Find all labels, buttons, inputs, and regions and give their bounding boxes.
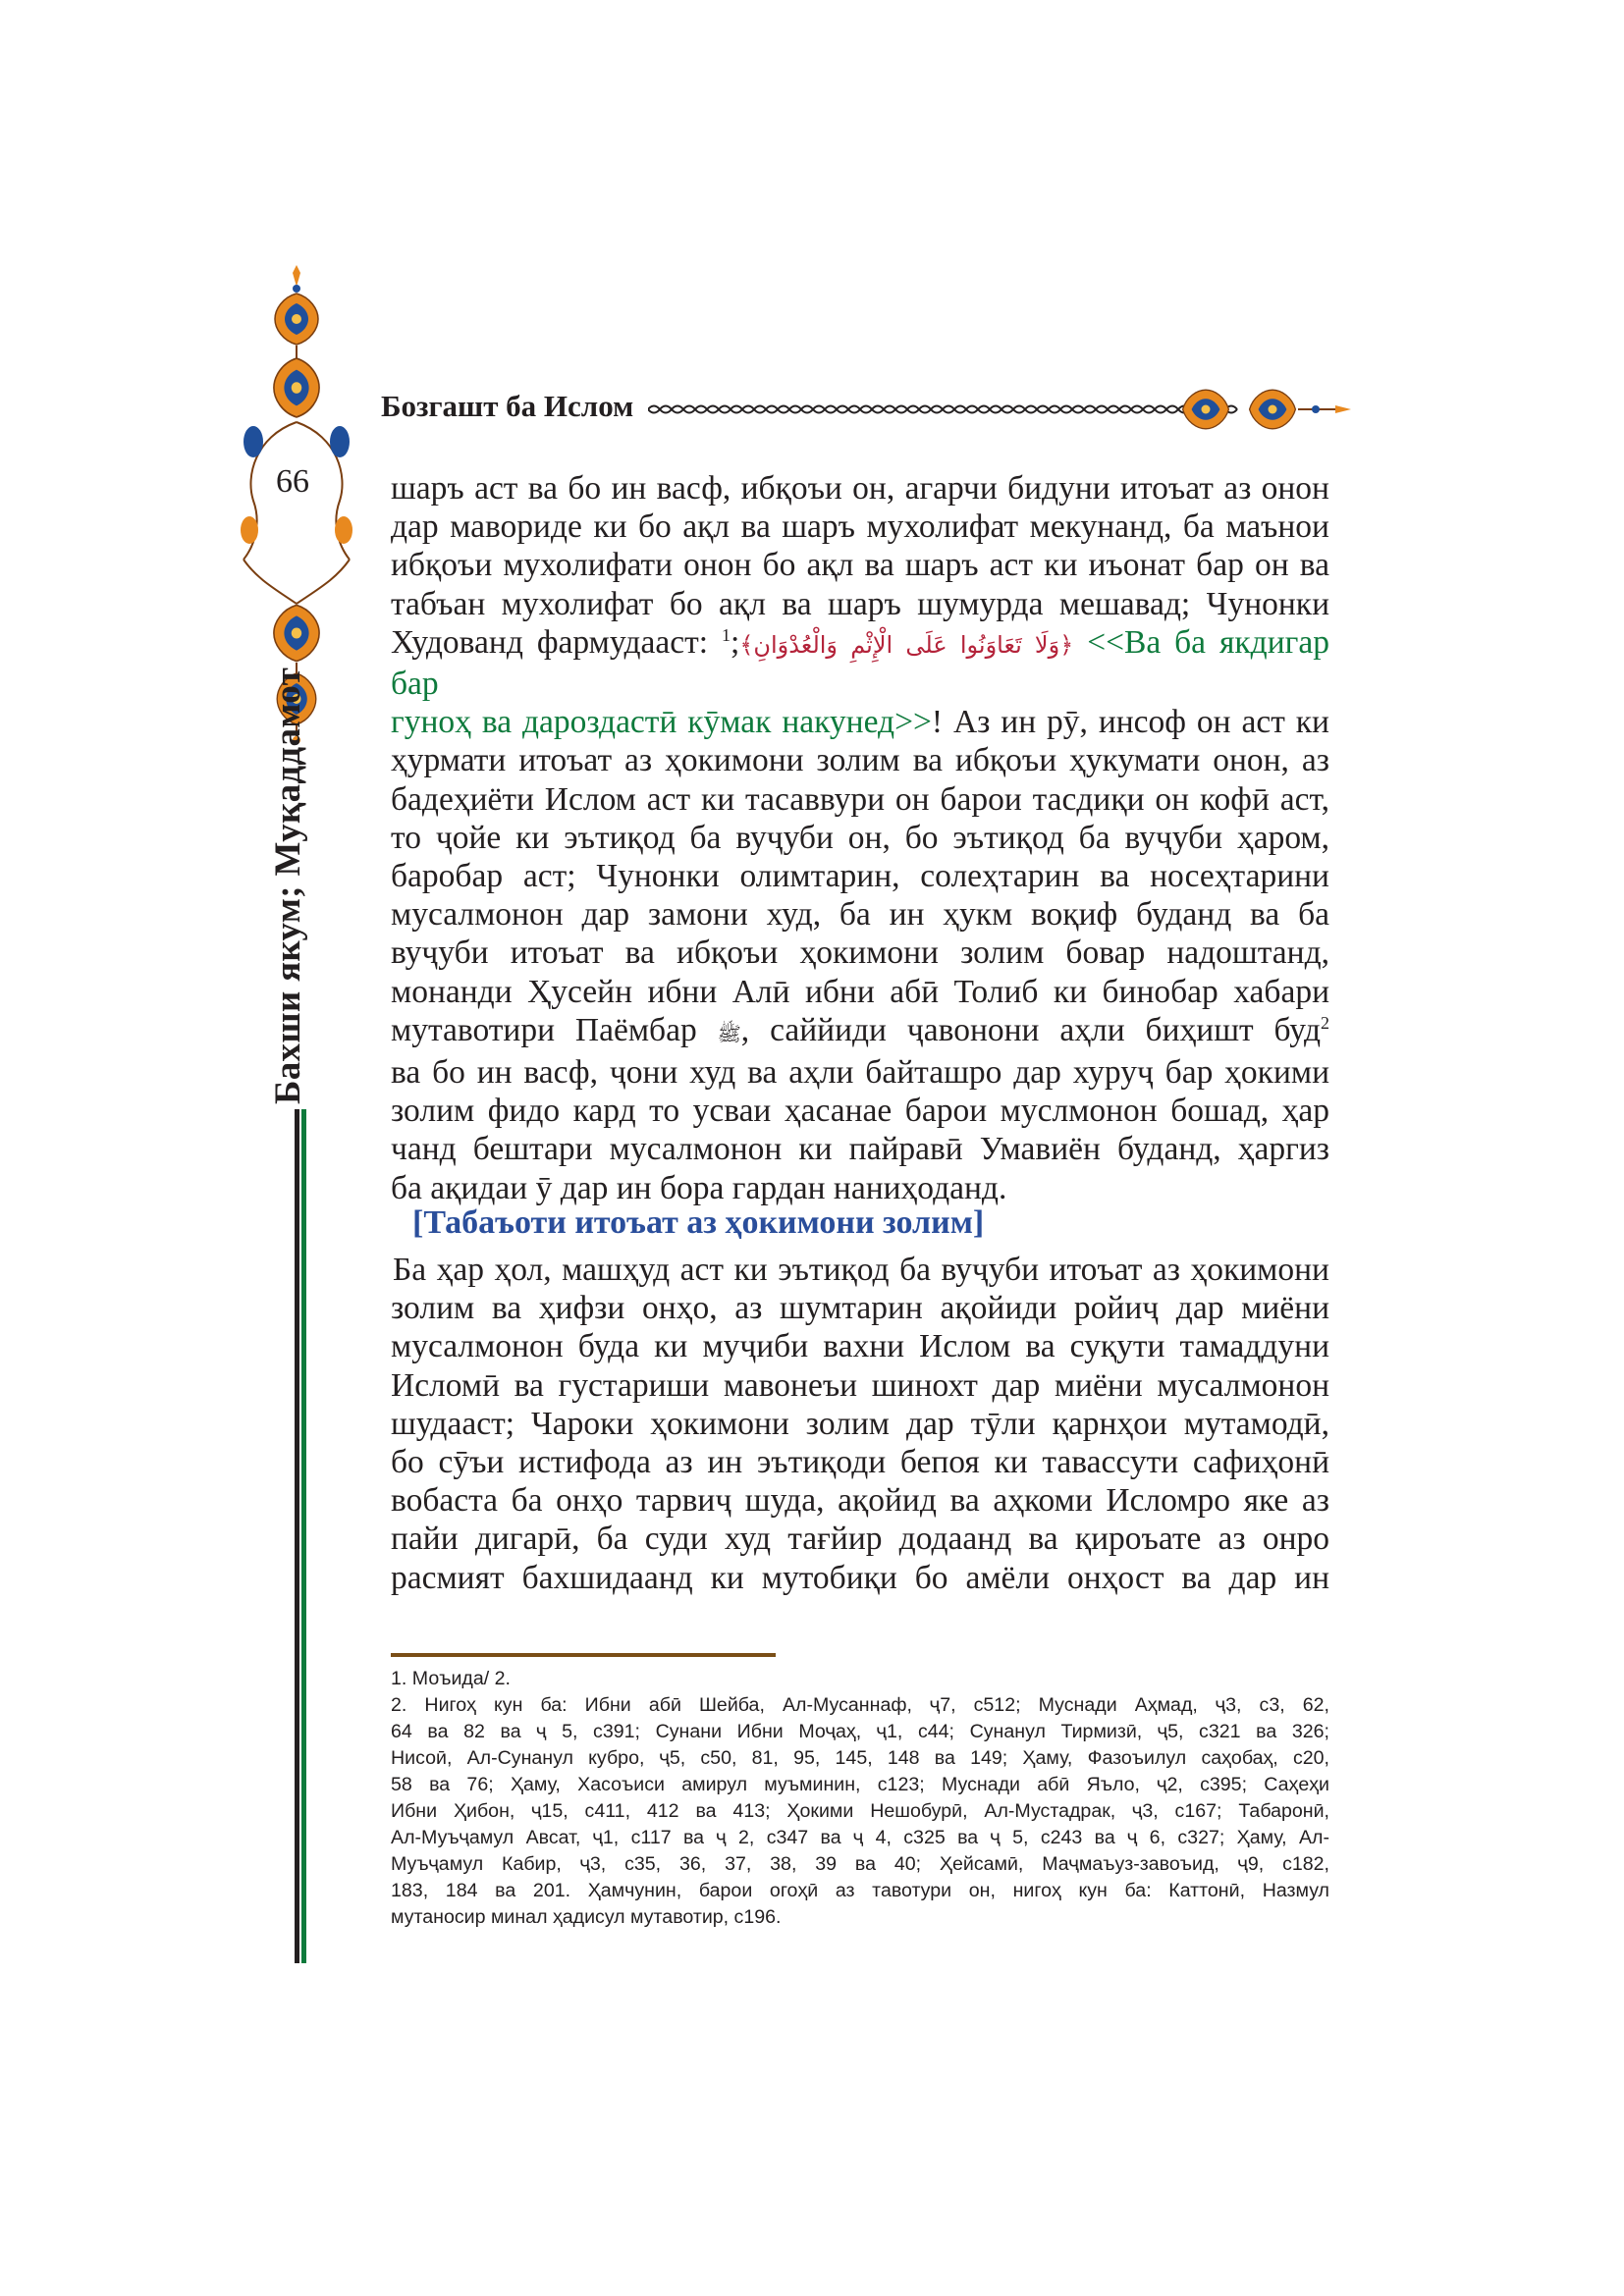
text-line: Исломӣ ва густариши мавонеъи шинохт дар миёни мусалмонон <box>391 1366 1329 1404</box>
footnote-2-line: Муъҷамул Кабир, ҷ3, с35, 36, 37, 38, 39 ва 40; Ҳейсамӣ, Маҷмаъуз-завоъид, ҷ9, с182, <box>391 1853 1329 1875</box>
footnote-separator <box>391 1653 776 1657</box>
text-line: вобаста ба онҳо тарвиҷ шуда, ақойид ва аҳкоми Исломро яке аз <box>391 1482 1329 1520</box>
footnotes <box>391 1666 1329 1931</box>
text-line: гуноҳ ва дароздастӣ кӯмак накунед>>! Аз ин рӯ, инсоф он аст ки <box>391 704 1329 741</box>
text-line: мусалмонон буда ки муҷиби вахни Ислом ва суқути тамаддуни <box>391 1328 1329 1365</box>
footnote-2-line: 58 ва 76; Ҳаму, Хасоъиси амирул муъминин, с123; Муснади абӣ Яъло, ҷ2, с395; Саҳеҳи <box>391 1774 1329 1795</box>
text-line: ибқоъи мухолифати онон бо ақл ва шаръ аст ки иъонат бар он ва <box>391 547 1329 584</box>
footnote-1: 1. Моъида/ 2. <box>391 1668 511 1689</box>
text-line: то ҷойе ки эътиқод ба вуҷуби он, бо эътиқод ба вуҷуби ҳаром, <box>391 819 1329 856</box>
side-section-title: Бахши якум; Муқаддамот <box>268 667 308 1104</box>
text-line: монанди Ҳусейн ибни Алӣ ибни абӣ Толиб ки бинобар хабари <box>391 973 1329 1010</box>
footnote-2-line: 2. Нигоҳ кун ба: Ибни абӣ Шейба, Ал-Мусаннаф, ҷ7, с512; Муснади Аҳмад, ҷ3, с3, 62, <box>391 1694 1329 1716</box>
ornament-flower-top <box>275 294 318 345</box>
text-line: вуҷуби итоъат ва ибқоъи ҳокимони золим бовар надоштанд, <box>391 934 1329 972</box>
text-line: ва бо ин васф, ҷони худ ва аҳли байташро дар хуруҷ бар ҳокими <box>391 1054 1329 1092</box>
footnote-ref-2[interactable]: 2 <box>1321 1012 1329 1033</box>
footnote-ref-1[interactable]: 1 <box>722 624 731 645</box>
text-line: пайи дигарӣ, ба суди худ тағйир додаанд ва қироъате аз онро <box>391 1521 1329 1558</box>
body-paragraph-2 <box>391 1251 1329 1597</box>
text-line: золим фидо кард то усваи ҳасанае барои муслмонон бошад, ҳар <box>391 1093 1329 1130</box>
text-line: баробар аст; Чунонки олимтарин, солеҳтарин ва носеҳтарини <box>391 858 1329 895</box>
quote-translation-cont: гуноҳ ва дароздастӣ кӯмак накунед>> <box>391 704 932 741</box>
footnote-2-line: мутаносир минал ҳадисул мутавотир, с196. <box>391 1906 782 1928</box>
ornament-flower-3 <box>274 605 319 661</box>
text-line: золим ва ҳифзи онҳо, аз шумтарин ақойиди ройиҷ дар миёни <box>391 1290 1329 1327</box>
text-line: дар мавориде ки бо ақл ва шаръ мухолифат мекунанд, ба маънои <box>391 508 1329 546</box>
header-ornament-rule <box>648 385 1355 434</box>
side-bars <box>295 1109 306 1963</box>
text-line: Ба ҳар ҳол, машҳуд аст ки эътиқод ба вуҷуби итоъат аз ҳокимони <box>393 1252 1329 1288</box>
ornament-flower-2 <box>274 358 319 417</box>
page-number: 66 <box>276 463 309 500</box>
text-line: шаръ аст ва бо ин васф, ибқоъи он, агарчи бидуни итоъат аз онон <box>391 470 1329 507</box>
text-line: бо сӯъи истифода аз ин эътиқоди бепоя ки тавассути сафиҳонӣ <box>391 1444 1329 1481</box>
text-line: мутавотири Паёмбар ﷺ, саййиди ҷавонони аҳли биҳишт буд$^2$ <box>391 1011 1329 1048</box>
text-line: ба ақидаи ӯ дар ин бора гардан наниҳоданд. <box>391 1169 1007 1206</box>
text-line: расмият бахшидаанд ки мутобиқи бо амёли онҳост ва дар ин <box>391 1559 1329 1596</box>
footnote-2-line: 183, 184 ва 201. Ҳамчунин, барои огоҳӣ аз тавотури он, нигоҳ кун ба: Каттонӣ, Назмул <box>391 1880 1329 1901</box>
footnote-2-line: Ал-Муъҷамул Авсат, ҷ1, с117 ва ҷ 2, с347 ва ҷ 4, с325 ва ҷ 5, с243 ва ҷ 6, с327; Ҳаму, Ал- <box>391 1827 1329 1848</box>
text-line: табъан мухолифат бо ақл ва шаръ шумурда мешавад; Чунонки <box>391 585 1329 622</box>
footnote-2-line: Ибни Ҳибон, ҷ15, с411, 412 ва 413; Ҳокими Нешобурӣ, Ал-Мустадрак, ҷ3, с167; Табаронӣ, <box>391 1800 1329 1822</box>
running-title: Бозгашт ба Ислом <box>381 389 634 423</box>
text-line: бадеҳиёти Ислом аст ки тасаввури он барои тасдиқи он кофӣ аст, <box>391 780 1329 818</box>
footnote-2-line: Нисоӣ, Ал-Сунанул кубро, ҷ5, с50, 81, 95, 145, 148 ва 149; Ҳаму, Фазоъилул саҳобаҳ, с20, <box>391 1747 1329 1769</box>
section-heading: [Табаъоти итоъат аз ҳокимони золим] <box>412 1204 985 1241</box>
text-line: шудааст; Чароки ҳокимони золим дар тӯли қарнҳои мутамодӣ, <box>391 1405 1329 1442</box>
text-line: ҳурмати итоъат аз ҳокимони золим ва ибқоъи ҳукумати онон, аз <box>391 742 1329 779</box>
body-paragraph-1 <box>391 469 1329 1207</box>
arabic-quran-quote: ﴿وَلَا تَعَاوَنُوا عَلَى الْإِثْمِ وَالْعُدْوَانِ﴾ <box>739 630 1074 659</box>
text-line-quote: Худованд фармудааст: ﴿وَلَا تَعَاوَنُوا عَلَى الْإِثْمِ وَالْعُدْوَانِ﴾;$^1$ <<Ва ба якдигар бар <box>391 623 1329 703</box>
salawat-glyph: ﷺ <box>717 1021 741 1045</box>
text-line: чанд бештари мусалмонон ки пайравӣ Умавиён буданд, ҳаргиз <box>391 1131 1329 1168</box>
text-line: мусалмонон дар замони худ, ба ин ҳукм воқиф буданд ва ба <box>391 896 1329 934</box>
footnote-2-line: 64 ва 82 ва ҷ 5, с391; Сунани Ибни Моҷаҳ, ҷ1, с44; Сунанул Тирмизӣ, ҷ5, с321 ва 326; <box>391 1721 1329 1742</box>
quote-translation: <<Ва ба якдигар бар <box>391 623 1329 703</box>
